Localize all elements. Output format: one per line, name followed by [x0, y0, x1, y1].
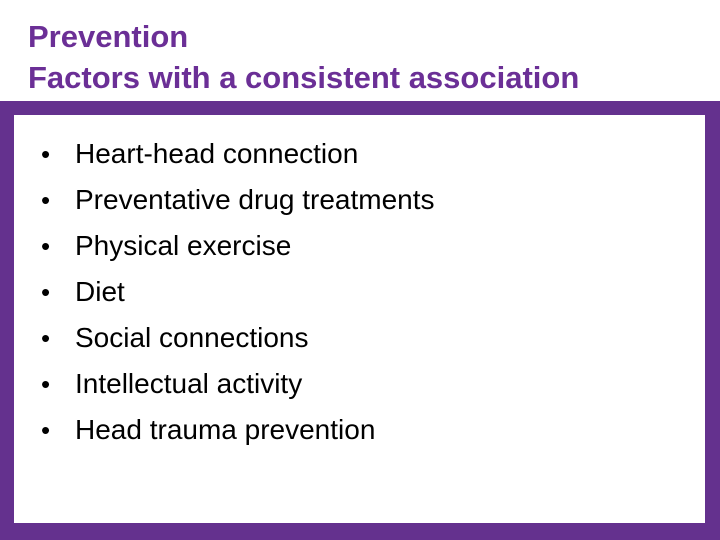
title-line-2: Factors with a consistent association	[28, 60, 580, 95]
bullet-text-head-trauma: Head trauma prevention	[75, 414, 376, 445]
bullet-item	[41, 361, 435, 407]
bullet-text-heart-head: Heart-head connection	[75, 138, 359, 169]
bullet-item	[41, 407, 435, 453]
bullet-item	[41, 315, 435, 361]
bullet-marker: •	[41, 368, 51, 399]
bullet-marker: •	[41, 138, 51, 169]
title-line-1: Prevention	[28, 19, 189, 54]
bullet-text-intellectual-activity: Intellectual activity	[75, 368, 303, 399]
bullet-marker: •	[41, 414, 51, 445]
bullet-list	[41, 131, 435, 453]
bullet-text-social-connections: Social connections	[75, 322, 309, 353]
bullet-item	[41, 223, 435, 269]
bullet-text-physical-exercise: Physical exercise	[75, 230, 292, 261]
slide-title	[28, 16, 708, 98]
bullet-marker: •	[41, 322, 51, 353]
content-frame	[0, 101, 720, 540]
bullet-marker: •	[41, 184, 51, 215]
bullet-marker: •	[41, 230, 51, 261]
bullet-item	[41, 131, 435, 177]
bullet-text-drug-treatments: Preventative drug treatments	[75, 184, 435, 215]
bullet-item	[41, 177, 435, 223]
bullet-item	[41, 269, 435, 315]
bullet-marker: •	[41, 276, 51, 307]
bullet-text-diet: Diet	[75, 276, 125, 307]
